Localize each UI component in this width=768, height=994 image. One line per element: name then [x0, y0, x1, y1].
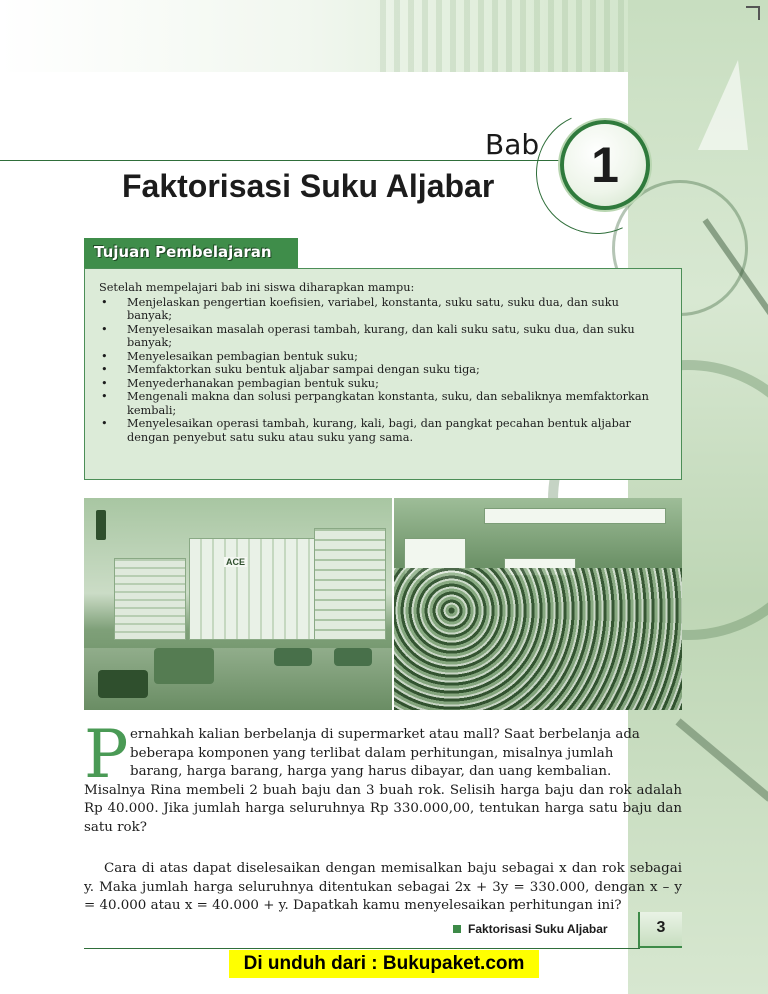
crowd-graphic	[394, 568, 682, 710]
banner-graphic	[484, 508, 666, 524]
objectives-heading: Tujuan Pembelajaran	[94, 243, 272, 261]
header-rule	[0, 160, 560, 161]
chapter-title: Faktorisasi Suku Aljabar	[122, 168, 495, 204]
footer-chapter-title: Faktorisasi Suku Aljabar	[468, 922, 608, 936]
car-graphic	[154, 648, 214, 684]
car-graphic	[334, 648, 372, 666]
objectives-list	[99, 296, 667, 445]
chapter-number: 1	[591, 137, 619, 193]
car-graphic	[274, 648, 312, 666]
chapter-number-badge	[560, 120, 650, 210]
paragraph-1	[84, 726, 682, 837]
objective-item: • Menyelesaikan operasi tambah, kurang, kali, bagi, dan pangkat pecahan bentuk aljabar dengan penyebut satu suku atau suku yang sama.	[99, 417, 667, 444]
objectives-tab	[84, 238, 298, 268]
drop-cap: P	[84, 716, 129, 793]
store-sign: ACE	[226, 557, 246, 567]
car-graphic	[98, 670, 148, 698]
objective-item: • Memfaktorkan suku bentuk aljabar sampai dengan suku tiga;	[99, 363, 667, 377]
objective-item: • Menyelesaikan pembagian bentuk suku;	[99, 350, 667, 364]
paragraph-1-line: barang, harga barang, harga yang harus dibayar, dan uang kembalian.	[130, 764, 612, 779]
crop-mark	[746, 6, 760, 20]
traffic-light-icon	[96, 510, 106, 540]
objectives-intro: Setelah mempelajari bab ini siswa diharapkan mampu:	[99, 281, 415, 294]
page-number-box	[638, 912, 682, 948]
building-graphic	[314, 528, 386, 640]
market-crowd-photo	[394, 498, 682, 710]
paragraph-2: Cara di atas dapat diselesaikan dengan memisalkan baju sebagai x dan rok sebagai y. Maka jumlah harga seluruhnya ditentukan sebagai 2x + 3y = 330.000, dengan x – y = 40.000 atau x = 40.000 + y. Dapatkah kamu menyelesaikan perhitungan ini?	[84, 861, 682, 913]
footer-rule	[84, 948, 640, 949]
building-graphic	[114, 558, 186, 640]
objective-item: • Menjelaskan pengertian koefisien, variabel, konstanta, suku satu, suku dua, dan suku banyak;	[99, 296, 667, 323]
download-source-banner[interactable]	[229, 950, 539, 978]
objective-item: • Mengenali makna dan solusi perpangkatan konstanta, suku, dan sebaliknya memfaktorkan kembali;	[99, 390, 667, 417]
objective-item: • Menyelesaikan masalah operasi tambah, kurang, dan kali suku satu, suku dua, dan suku banyak;	[99, 323, 667, 350]
objective-item: • Menyederhanakan pembagian bentuk suku;	[99, 377, 667, 391]
paragraph-1-rest: Misalnya Rina membeli 2 buah baju dan 3 buah rok. Selisih harga baju dan rok adalah Rp 40.000. Jika jumlah harga seluruhnya Rp 330.000,00, tentukan harga satu baju dan satu rok?	[84, 782, 682, 835]
download-source-text: Di unduh dari : Bukupaket.com	[243, 953, 525, 974]
chapter-label: Bab	[485, 128, 540, 161]
objectives-box	[84, 268, 682, 480]
footer-square-icon	[453, 925, 461, 933]
page-number: 3	[656, 919, 666, 936]
paragraph-1-line: beberapa komponen yang terlibat dalam perhitungan, misalnya jumlah	[130, 745, 614, 761]
paragraph-1-line: ernahkah kalian berbelanja di supermarket atau mall? Saat berbelanja ada	[130, 727, 640, 742]
mall-exterior-photo	[84, 498, 392, 710]
sailboat-graphic	[698, 60, 748, 150]
